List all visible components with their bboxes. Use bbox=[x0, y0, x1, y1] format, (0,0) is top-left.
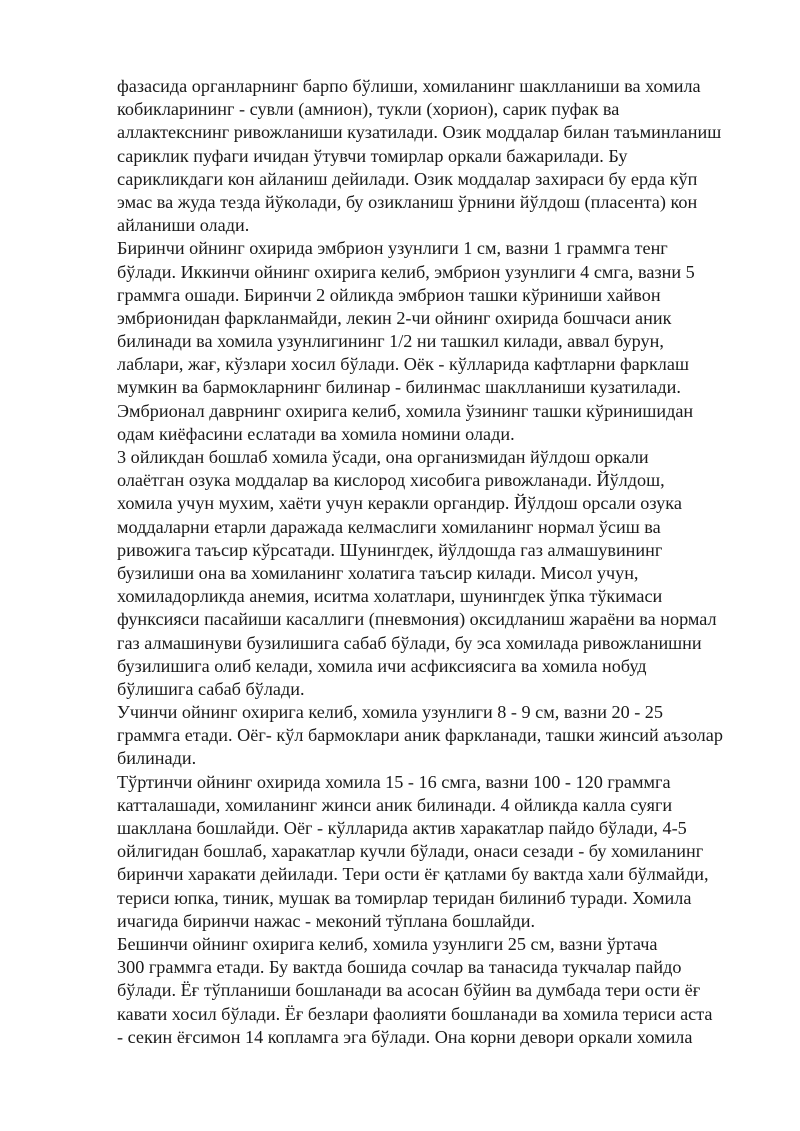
text-line: граммга ошади. Биринчи 2 ойликда эмбрион ташки кўриниши хайвон bbox=[117, 284, 661, 305]
text-line: эмас ва жуда тезда йўколади, бу озикланиш ўрнини йўлдош (пласента) кон bbox=[117, 191, 698, 212]
text-line: 300 граммга етади. Бу вактда бошида сочлар ва танасида тукчалар пайдо bbox=[117, 957, 682, 978]
text-line: бузилишига олиб келади, хомила ичи асфиксиясига ва хомила нобуд bbox=[117, 655, 647, 676]
text-line: мумкин ва бармокларнинг билинар - билинмас шаклланиши кузатилади. bbox=[117, 377, 681, 398]
text-line: шакллана бошлайди. Оёг - кўлларида актив харакатлар пайдо бўлади, 4-5 bbox=[117, 818, 687, 838]
text-line: биринчи харакати дейилади. Тери ости ёғ қатлами бу вактда хали бўлмайди, bbox=[117, 864, 709, 885]
text-line: ривожига таъсир кўрсатади. Шунингдек, йўлдошда газ алмашувининг bbox=[117, 539, 663, 560]
text-line: лаблари, жағ, кўзлари хосил бўлади. Оёк - кўлларида кафтларни фарклаш bbox=[117, 354, 689, 375]
text-line: одам киёфасини еслатади ва хомила номини олади. bbox=[117, 423, 515, 444]
text-line: эмбрионидан фаркланмайди, лекин 2-чи ойнинг охирида бошчаси аник bbox=[117, 307, 672, 328]
text-line: сарикликдаги кон айланиш дейилади. Озик моддалар захираси бу ерда кўп bbox=[117, 168, 698, 189]
text-line: Тўртинчи ойнинг охирида хомила 15 - 16 смга, вазни 100 - 120 граммга bbox=[117, 771, 671, 792]
text-line: хомила учун мухим, хаёти учун керакли органдир. Йўлдош орсали озука bbox=[117, 493, 682, 514]
text-line: бўлади. Иккинчи ойнинг охирига келиб, эмбрион узунлиги 4 смга, вазни 5 bbox=[117, 261, 695, 282]
text-line: сариклик пуфаги ичидан ўтувчи томирлар оркали бажарилади. Бу bbox=[117, 145, 628, 166]
text-line: хомиладорликда анемия, иситма холатлари, шунингдек ўпка тўкимаси bbox=[117, 586, 663, 607]
text-line: 3 ойликдан бошлаб хомила ўсади, она организмидан йўлдош оркали bbox=[117, 447, 649, 467]
text-line: билинади. bbox=[117, 748, 197, 769]
text-line: ичагида биринчи нажас - меконий тўплана бошлайди. bbox=[117, 910, 536, 931]
text-line: бузилиши она ва хомиланинг холатига таъсир килади. Мисол учун, bbox=[117, 562, 639, 583]
text-line: билинади ва хомила узунлигининг 1/2 ни ташкил килади, аввал бурун, bbox=[117, 331, 664, 352]
text-line: Бешинчи ойнинг охирига келиб, хомила узунлиги 25 см, вазни ўртача bbox=[117, 933, 658, 954]
text-line: граммга етади. Оёг- кўл бармоклари аник фаркланади, ташки жинсий аъзолар bbox=[117, 725, 723, 746]
text-line: аллактекснинг ривожланиши кузатилади. Озик моддалар билан таъминланиш bbox=[117, 122, 722, 143]
text-line: кобикларининг - сувли (амнион), тукли (хорион), сарик пуфак ва bbox=[117, 99, 620, 120]
body-text bbox=[117, 75, 757, 1049]
text-line: териси юпка, тиник, мушак ва томирлар теридан билиниб туради. Хомила bbox=[117, 887, 692, 908]
text-line: Эмбрионал даврнинг охирига келиб, хомила ўзининг ташки кўринишидан bbox=[117, 400, 694, 421]
text-line: Учинчи ойнинг охирига келиб, хомила узунлиги 8 - 9 см, вазни 20 - 25 bbox=[117, 702, 663, 723]
text-line: олаётган озука моддалар ва кислород хисобига ривожланади. Йўлдош, bbox=[117, 470, 665, 491]
text-line: фазасида органларнинг барпо бўлиши, хомиланинг шаклланиши ва хомила bbox=[117, 76, 701, 96]
text-line: Биринчи ойнинг охирида эмбрион узунлиги 1 см, вазни 1 граммга тенг bbox=[117, 238, 668, 259]
text-line: айланиши олади. bbox=[117, 215, 250, 236]
text-line: функсияси пасайиши касаллиги (пневмония) оксидланиш жараёни ва нормал bbox=[117, 609, 717, 630]
text-line: ойлигидан бошлаб, харакатлар кучли бўлади, онаси сезади - бу хомиланинг bbox=[117, 841, 704, 862]
text-line: газ алмашинуви бузилишига сабаб бўлади, бу эса хомилада ривожланишни bbox=[117, 632, 702, 653]
text-line: бўлади. Ёғ тўпланиши бошланади ва асосан бўйин ва думбада тери ости ёғ bbox=[117, 980, 701, 1001]
text-line: кавати хосил бўлади. Ёғ безлари фаолияти бошланади ва хомила териси аста bbox=[117, 1003, 713, 1024]
text-line: - секин ёғсимон 14 копламга эга бўлади. Она корни девори оркали хомила bbox=[117, 1026, 693, 1047]
text-line: катталашади, хомиланинг жинси аник билинади. 4 ойликда калла суяги bbox=[117, 794, 673, 815]
text-line: моддаларни етарли даражада келмаслиги хомиланинг нормал ўсиш ва bbox=[117, 516, 661, 537]
text-line: бўлишига сабаб бўлади. bbox=[117, 678, 305, 699]
